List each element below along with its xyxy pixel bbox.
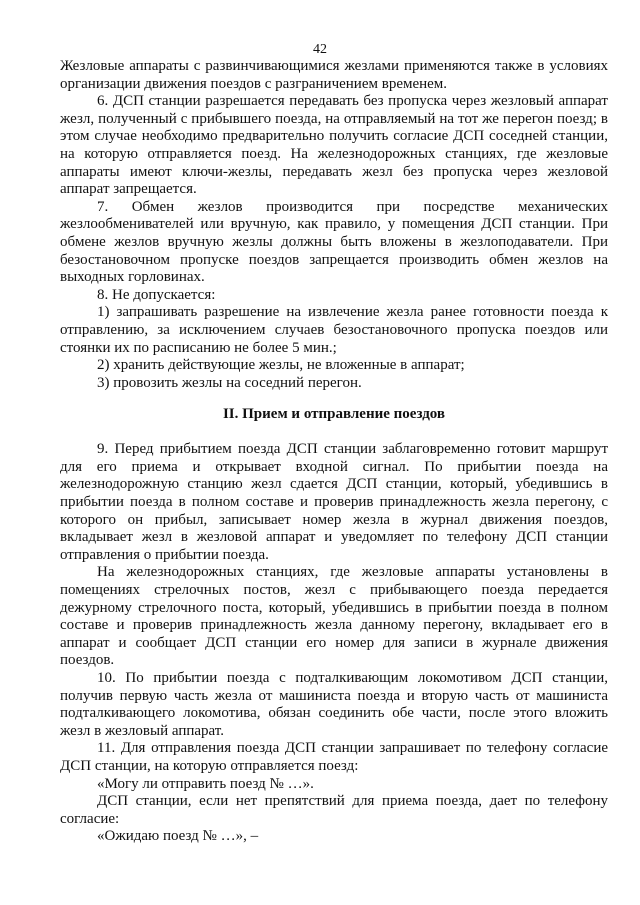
paragraph: Жезловые аппараты с развинчивающимися жезлами применяются также в условиях организации движения поездов с разграничением временем. (60, 58, 608, 92)
page-number: 42 (313, 42, 327, 57)
paragraph: 1) запрашивать разрешение на извлечение жезла ранее готовности поезда к отправлению, за исключением случаев безостановочного пропуска поездов или стоянки их по расписанию не более 5 мин.; (60, 304, 608, 356)
paragraph: 10. По прибытии поезда с подталкивающим локомотивом ДСП станции, получив первую часть жезла от машиниста поезда и вторую часть от машиниста подталкивающего локомотива, обязан соединить обе части, после этого вложить жезл в жезловый аппарат. (60, 670, 608, 739)
paragraph: 9. Перед прибытием поезда ДСП станции заблаговременно готовит маршрут для его приема и открывает входной сигнал. По прибытии поезда на железнодорожную станцию жезл сдается ДСП станции, который, убедившись в прибытии поезда в полном составе и проверив принадлежность жезла перегону, с которого он прибыл, записывает номер жезла в журнал движения поездов, вкладывает жезл в жезловой аппарат и уведомляет по телефону ДСП станции отправления о прибытии поезда. (60, 441, 608, 563)
paragraph-group-after (60, 441, 608, 846)
paragraph: «Могу ли отправить поезд № …». (97, 775, 314, 792)
paragraph: 7. Обмен жезлов производится при посредстве механических жезлообменивателей или вручную, как правило, у помещения ДСП станции. При обмене жезлов вручную жезлы должны быть вложены в жезлоподаватели. При безостановочном пропуске поездов запрещается производить обмен жезлов на выходных горловинах. (60, 198, 608, 286)
paragraph: 8. Не допускается: (97, 286, 216, 303)
paragraph: 2) хранить действующие жезлы, не вложенные в аппарат; (97, 357, 465, 374)
paragraph: 3) провозить жезлы на соседний перегон. (97, 374, 362, 391)
paragraph: «Ожидаю поезд № …», – (97, 828, 259, 845)
paragraph: На железнодорожных станциях, где жезловые аппараты установлены в помещениях стрелочных постов, жезл с прибывающего поезда передается дежурному стрелочного поста, который, убедившись в прибытии поезда в полном составе и проверив принадлежность жезла данному перегону, вкладывает его в аппарат и сообщает ДСП станции его номер для записи в журнале движения поездов. (60, 564, 608, 669)
paragraph: ДСП станции, если нет препятствий для приема поезда, дает по телефону согласие: (60, 793, 608, 827)
document-body (60, 58, 608, 846)
paragraph: 6. ДСП станции разрешается передавать без пропуска через жезловый аппарат жезл, полученный с прибывшего поезда, на отправляемый на тот же перегон поезд; в этом случае необходимо предварительно получить согласие ДСП соседней станции, на которую отправляется поезд. На железнодорожных станциях, где жезловые аппараты имеют ключи-жезлы, передавать жезл без пропуска через жезловой аппарат запрещается. (60, 93, 608, 198)
section-heading: II. Прием и отправление поездов (222, 406, 446, 423)
paragraph: 11. Для отправления поезда ДСП станции запрашивает по телефону согласие ДСП станции, на которую отправляется поезд: (60, 740, 608, 774)
paragraph-group-before (60, 58, 608, 392)
